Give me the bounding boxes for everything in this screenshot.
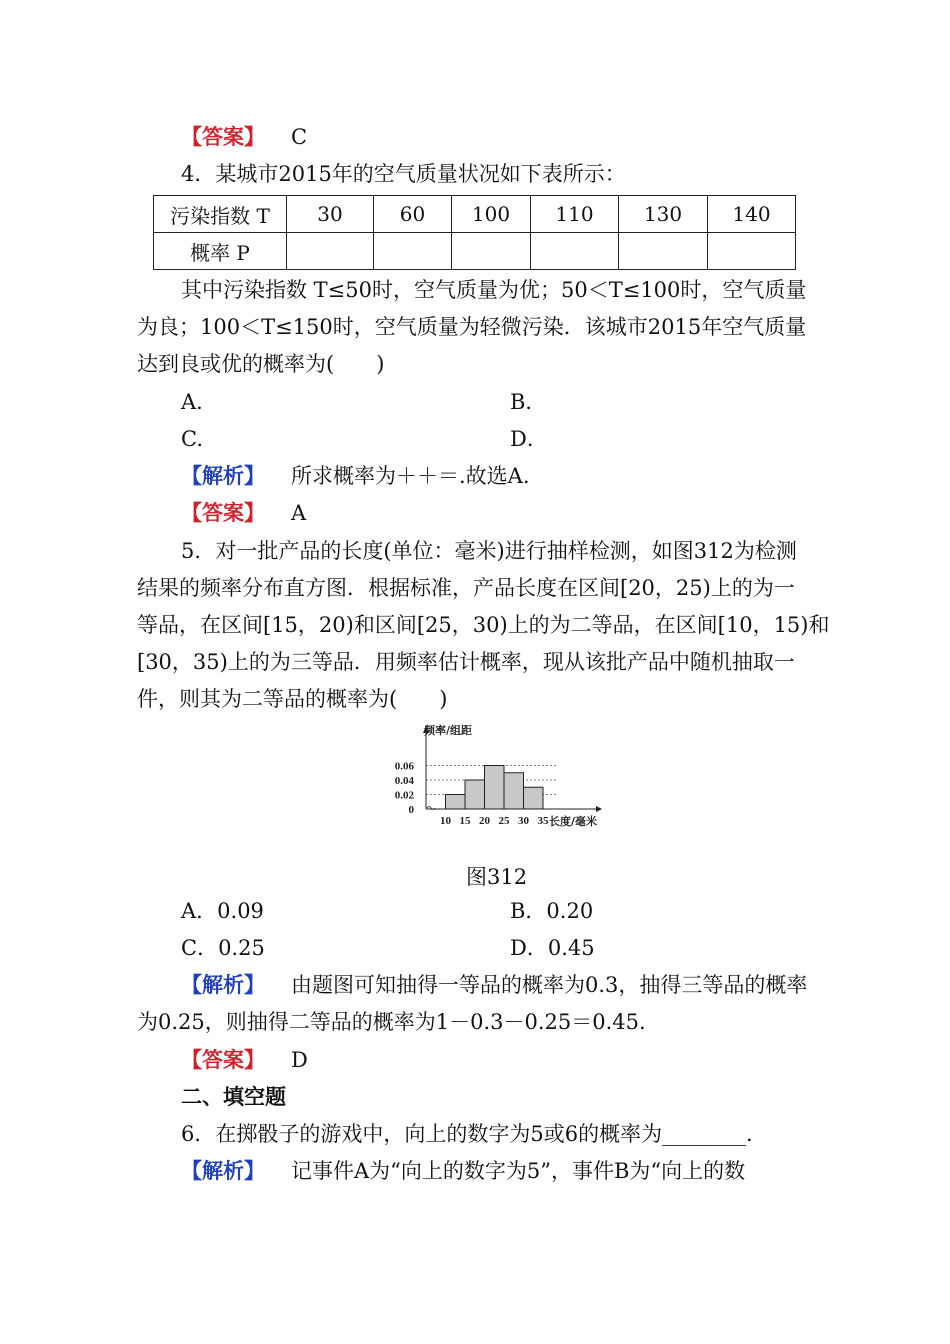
q4-stem: 4．某城市2015年的空气质量状况如下表所示： <box>181 162 626 186</box>
q6-stem: 6．在掷骰子的游戏中，向上的数字为5或6的概率为________． <box>181 1122 768 1146</box>
x-axis-label: 长度/毫米 <box>549 815 598 828</box>
q5-text-line: 件，则其为二等品的概率为( ) <box>137 687 448 711</box>
x-tick-label: 35 <box>537 815 549 827</box>
table-cell <box>452 233 531 270</box>
answer-tag: 【答案】 <box>181 124 265 149</box>
table-header-cell: 概率 P <box>154 233 287 270</box>
analysis-text: 所求概率为＋＋＝.故选A. <box>291 464 530 488</box>
table-row <box>154 233 796 270</box>
x-tick-label: 25 <box>498 815 510 827</box>
table-cell: 130 <box>619 196 708 233</box>
histogram-bar <box>465 780 485 809</box>
table-cell: 100 <box>452 196 531 233</box>
option-a: A．0.09 <box>181 899 264 923</box>
answer-value: C <box>291 125 308 149</box>
option-c: C．0.25 <box>181 936 265 960</box>
y-tick-label: 0.04 <box>394 775 414 787</box>
table-cell <box>287 233 374 270</box>
q6-analysis <box>181 1158 861 1184</box>
answer-value: D <box>291 1048 308 1072</box>
analysis-tag: 【解析】 <box>181 1158 265 1183</box>
x-tick-label: 10 <box>440 815 451 827</box>
q4-analysis <box>181 463 861 489</box>
q5-text-line: 结果的频率分布直方图．根据标准，产品长度在区间[20，25)上的为一 <box>137 576 795 600</box>
option-d: D．0.45 <box>510 936 595 960</box>
table-cell: 60 <box>374 196 452 233</box>
q4-text-line: 达到良或优的概率为( ) <box>137 352 385 376</box>
y-tick-label: 0.06 <box>394 760 414 773</box>
q5-text-line: [30，35)上的为三等品．用频率估计概率，现从该批产品中随机抽取一 <box>137 650 795 674</box>
x-axis-arrow <box>596 806 602 812</box>
q5-text-line: 5．对一批产品的长度(单位：毫米)进行抽样检测，如图312为检测 <box>181 539 797 563</box>
option-b: B． <box>510 390 547 414</box>
q4-options-cd <box>181 426 861 452</box>
histogram-bar <box>446 795 466 810</box>
histogram-bar <box>485 766 505 810</box>
option-b: B．0.20 <box>510 899 594 923</box>
table-cell: 110 <box>531 196 619 233</box>
q4-text-line: 其中污染指数 T≤50时，空气质量为优；50＜T≤100时，空气质量 <box>181 278 807 302</box>
analysis-tag: 【解析】 <box>181 463 265 488</box>
answer-tag: 【答案】 <box>181 500 265 525</box>
q5-analysis-cont: 为0.25，则抽得二等品的概率为1－0.3－0.25＝0.45. <box>137 1010 646 1034</box>
option-a: A. <box>181 390 203 414</box>
q4-answer-line <box>181 500 861 526</box>
analysis-text: 记事件A为“向上的数字为5”，事件B为“向上的数 <box>291 1159 746 1183</box>
table-cell <box>708 233 796 270</box>
table-cell <box>374 233 452 270</box>
q5-analysis <box>181 972 861 998</box>
x-tick-label: 15 <box>459 815 471 827</box>
histogram-chart <box>384 722 614 834</box>
analysis-text: 由题图可知抽得一等品的概率为0.3，抽得三等品的概率 <box>291 973 808 997</box>
answer-tag: 【答案】 <box>181 1047 265 1072</box>
option-d: D． <box>510 427 548 451</box>
y-tick-label: 0.02 <box>394 789 414 802</box>
table-cell: 30 <box>287 196 374 233</box>
q5-answer-line <box>181 1047 861 1073</box>
q5-options-cd <box>181 935 861 961</box>
figure-caption: 图312 <box>466 865 528 889</box>
answer-value: A <box>291 501 307 525</box>
q5-options-ab <box>181 898 861 924</box>
q4-text-line: 为良；100＜T≤150时，空气质量为轻微污染．该城市2015年空气质量 <box>137 315 807 339</box>
q5-text-line: 等品，在区间[15，20)和区间[25，30)上的为二等品，在区间[10，15)和 <box>137 613 830 637</box>
table-cell <box>619 233 708 270</box>
table-row <box>154 196 796 233</box>
histogram-bar <box>524 787 544 809</box>
section-title: 二、填空题 <box>181 1084 286 1109</box>
x-tick-label: 20 <box>479 815 490 827</box>
analysis-tag: 【解析】 <box>181 972 265 997</box>
q4-options-ab <box>181 389 861 415</box>
y-tick-label: 0 <box>408 804 414 816</box>
table-cell <box>531 233 619 270</box>
x-tick-label: 30 <box>518 815 529 827</box>
table-header-cell: 污染指数 T <box>154 196 287 233</box>
histogram-bar <box>504 773 524 809</box>
y-axis-label: 频率/组距 <box>424 724 473 737</box>
option-c: C. <box>181 427 203 451</box>
pollution-table <box>153 195 796 270</box>
q3-answer-line <box>181 124 861 150</box>
table-cell: 140 <box>708 196 796 233</box>
